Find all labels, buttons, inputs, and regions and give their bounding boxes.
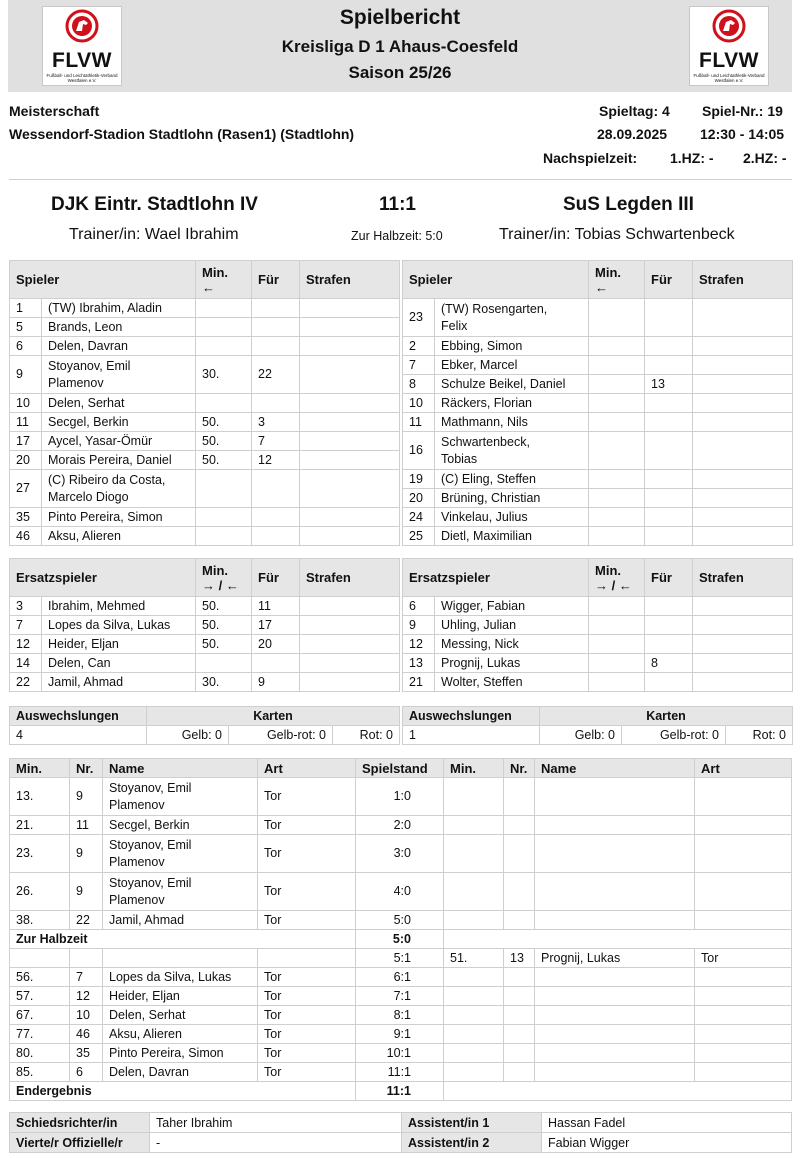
extra-time-second-half: 2.HZ: -: [743, 150, 787, 166]
home-lineup-table: [9, 260, 400, 546]
name-header: Name: [103, 759, 258, 778]
table-row: 8 Schulze Beikel, Daniel 13: [403, 375, 793, 394]
flvw-logo: FLVW Fußball- und Leichtathletik-Verband Westfalen e.V.: [689, 6, 769, 86]
goal-row: 13. 9 Stoyanov, Emil Plamenov Tor 1:0: [10, 778, 792, 816]
for-header: Für: [252, 559, 300, 597]
referee-label: Schiedsrichter/in: [10, 1113, 150, 1133]
substitutes-header: Ersatzspieler: [10, 559, 196, 597]
venue: Wessendorf-Stadion Stadtlohn (Rasen1) (Stadtlohn): [9, 126, 355, 142]
for-header: Für: [252, 261, 300, 299]
number-header: Nr.: [504, 759, 535, 778]
goal-row: 67. 10 Delen, Serhat Tor 8:1: [10, 1006, 792, 1025]
table-row: 7 Ebker, Marcel: [403, 356, 793, 375]
goals-table: [9, 758, 792, 1101]
table-row: 27 (C) Ribeiro da Costa, Marcelo Diogo: [10, 470, 400, 508]
officials-table: [9, 1112, 792, 1153]
table-row: 2 Ebbing, Simon: [403, 337, 793, 356]
yellow-cards: Gelb: 0: [540, 726, 622, 745]
goal-row: 85. 6 Delen, Davran Tor 11:1: [10, 1063, 792, 1082]
match-date: 28.09.2025: [597, 126, 668, 142]
final-result: 11:1: [356, 1082, 444, 1101]
goal-row: 77. 46 Aksu, Alieren Tor 9:1: [10, 1025, 792, 1044]
season-title: Saison 25/26: [348, 63, 452, 82]
assistant1-name: Hassan Fadel: [542, 1113, 792, 1133]
goal-row: 38. 22 Jamil, Ahmad Tor 5:0: [10, 911, 792, 930]
table-row: 6 Delen, Davran: [10, 337, 400, 356]
away-trainer: Trainer/in: Tobias Schwartenbeck: [499, 226, 735, 243]
match-time: 12:30 - 14:05: [700, 126, 785, 142]
match-number: Spiel-Nr.: 19: [702, 103, 783, 119]
halftime-row: [10, 930, 792, 949]
penalties-header: Strafen: [300, 261, 400, 299]
table-row: 3 Ibrahim, Mehmed 50. 11: [10, 597, 400, 616]
table-row: 22 Jamil, Ahmad 30. 9: [10, 673, 400, 692]
extra-time-label: Nachspielzeit:: [543, 150, 638, 166]
table-row: 10 Delen, Serhat: [10, 394, 400, 413]
table-row: 1 (TW) Ibrahim, Aladin: [10, 299, 400, 318]
substitutions-header: Auswechslungen: [10, 707, 147, 726]
away-lineup-table: [402, 260, 793, 546]
penalties-header: Strafen: [693, 559, 793, 597]
penalties-header: Strafen: [693, 261, 793, 299]
table-row: 7 Lopes da Silva, Lukas 50. 17: [10, 616, 400, 635]
fourth-official-name: -: [150, 1133, 402, 1153]
referee-name: Taher Ibrahim: [150, 1113, 402, 1133]
for-header: Für: [645, 261, 693, 299]
substitutes-header: Ersatzspieler: [403, 559, 589, 597]
competition-type: Meisterschaft: [9, 103, 100, 119]
table-row: 16 Schwartenbeck, Tobias: [403, 432, 793, 470]
assistant2-name: Fabian Wigger: [542, 1133, 792, 1153]
goal-row: 26. 9 Stoyanov, Emil Plamenov Tor 4:0: [10, 873, 792, 911]
final-score: 11:1: [379, 194, 416, 215]
report-title: Spielbericht: [339, 6, 461, 29]
goal-row: 5:1 51. 13 Prognij, Lukas Tor: [10, 949, 792, 968]
red-cards: Rot: 0: [726, 726, 793, 745]
type-header: Art: [695, 759, 792, 778]
league-title: Kreisliga D 1 Ahaus-Coesfeld: [281, 37, 519, 56]
score-header: Spielstand: [356, 759, 444, 778]
player-header: Spieler: [403, 261, 589, 299]
home-trainer: Trainer/in: Wael Ibrahim: [69, 226, 239, 243]
table-row: 11 Mathmann, Nils: [403, 413, 793, 432]
min-header: Min. ←: [196, 261, 252, 299]
cards-header: Karten: [540, 707, 793, 726]
name-header: Name: [535, 759, 695, 778]
table-row: 35 Pinto Pereira, Simon: [10, 508, 400, 527]
assistant2-label: Assistent/in 2: [402, 1133, 542, 1153]
table-row: 46 Aksu, Alieren: [10, 527, 400, 546]
table-row: 13 Prognij, Lukas 8: [403, 654, 793, 673]
penalties-header: Strafen: [300, 559, 400, 597]
goal-row: 80. 35 Pinto Pereira, Simon Tor 10:1: [10, 1044, 792, 1063]
min-header: Min. → / ←: [589, 559, 645, 597]
substitutions-count: 4: [10, 726, 147, 745]
player-header: Spieler: [10, 261, 196, 299]
yellow-cards: Gelb: 0: [147, 726, 229, 745]
halftime-label: Zur Halbzeit: [10, 930, 356, 949]
table-row: 14 Delen, Can: [10, 654, 400, 673]
table-row: 17 Aycel, Yasar-Ömür 50. 7: [10, 432, 400, 451]
goal-row: 21. 11 Secgel, Berkin Tor 2:0: [10, 816, 792, 835]
table-row: 20 Morais Pereira, Daniel 50. 12: [10, 451, 400, 470]
substitutions-count: 1: [403, 726, 540, 745]
goal-row: 57. 12 Heider, Eljan Tor 7:1: [10, 987, 792, 1006]
table-row: 20 Brüning, Christian: [403, 489, 793, 508]
table-row: 6 Wigger, Fabian: [403, 597, 793, 616]
matchday: Spieltag: 4: [599, 103, 670, 119]
halftime-result: 5:0: [356, 930, 444, 949]
yellow-red-cards: Gelb-rot: 0: [622, 726, 726, 745]
minute-header: Min.: [444, 759, 504, 778]
assistant1-label: Assistent/in 1: [402, 1113, 542, 1133]
halftime-score: Zur Halbzeit: 5:0: [351, 229, 443, 243]
flvw-logo: FLVW Fußball- und Leichtathletik-Verband Westfalen e.V.: [42, 6, 122, 86]
table-row: 12 Messing, Nick: [403, 635, 793, 654]
type-header: Art: [258, 759, 356, 778]
table-row: 11 Secgel, Berkin 50. 3: [10, 413, 400, 432]
substitutions-header: Auswechslungen: [403, 707, 540, 726]
divider: [9, 179, 792, 180]
horse-emblem-icon: [712, 9, 746, 43]
final-label: Endergebnis: [10, 1082, 356, 1101]
table-row: 10 Räckers, Florian: [403, 394, 793, 413]
table-row: 9 Stoyanov, Emil Plamenov 30. 22: [10, 356, 400, 394]
min-header: Min. ←: [589, 261, 645, 299]
red-cards: Rot: 0: [333, 726, 400, 745]
away-subs-table: [402, 558, 793, 692]
final-row: [10, 1082, 792, 1101]
fourth-official-label: Vierte/r Offizielle/r: [10, 1133, 150, 1153]
cards-header: Karten: [147, 707, 400, 726]
table-row: 21 Wolter, Steffen: [403, 673, 793, 692]
home-summary-table: [9, 706, 400, 745]
extra-time-first-half: 1.HZ: -: [670, 150, 714, 166]
away-summary-table: [402, 706, 793, 745]
table-row: 12 Heider, Eljan 50. 20: [10, 635, 400, 654]
for-header: Für: [645, 559, 693, 597]
report-header: [8, 0, 792, 92]
away-team-name: SuS Legden III: [563, 194, 694, 215]
min-header: Min. → / ←: [196, 559, 252, 597]
goal-row: 56. 7 Lopes da Silva, Lukas Tor 6:1: [10, 968, 792, 987]
table-row: 23 (TW) Rosengarten, Felix: [403, 299, 793, 337]
minute-header: Min.: [10, 759, 70, 778]
table-row: 5 Brands, Leon: [10, 318, 400, 337]
table-row: 25 Dietl, Maximilian: [403, 527, 793, 546]
table-row: 9 Uhling, Julian: [403, 616, 793, 635]
yellow-red-cards: Gelb-rot: 0: [229, 726, 333, 745]
goal-row: 23. 9 Stoyanov, Emil Plamenov Tor 3:0: [10, 835, 792, 873]
home-team-name: DJK Eintr. Stadtlohn IV: [51, 194, 258, 215]
home-subs-table: [9, 558, 400, 692]
table-row: 24 Vinkelau, Julius: [403, 508, 793, 527]
number-header: Nr.: [70, 759, 103, 778]
table-row: 19 (C) Eling, Steffen: [403, 470, 793, 489]
